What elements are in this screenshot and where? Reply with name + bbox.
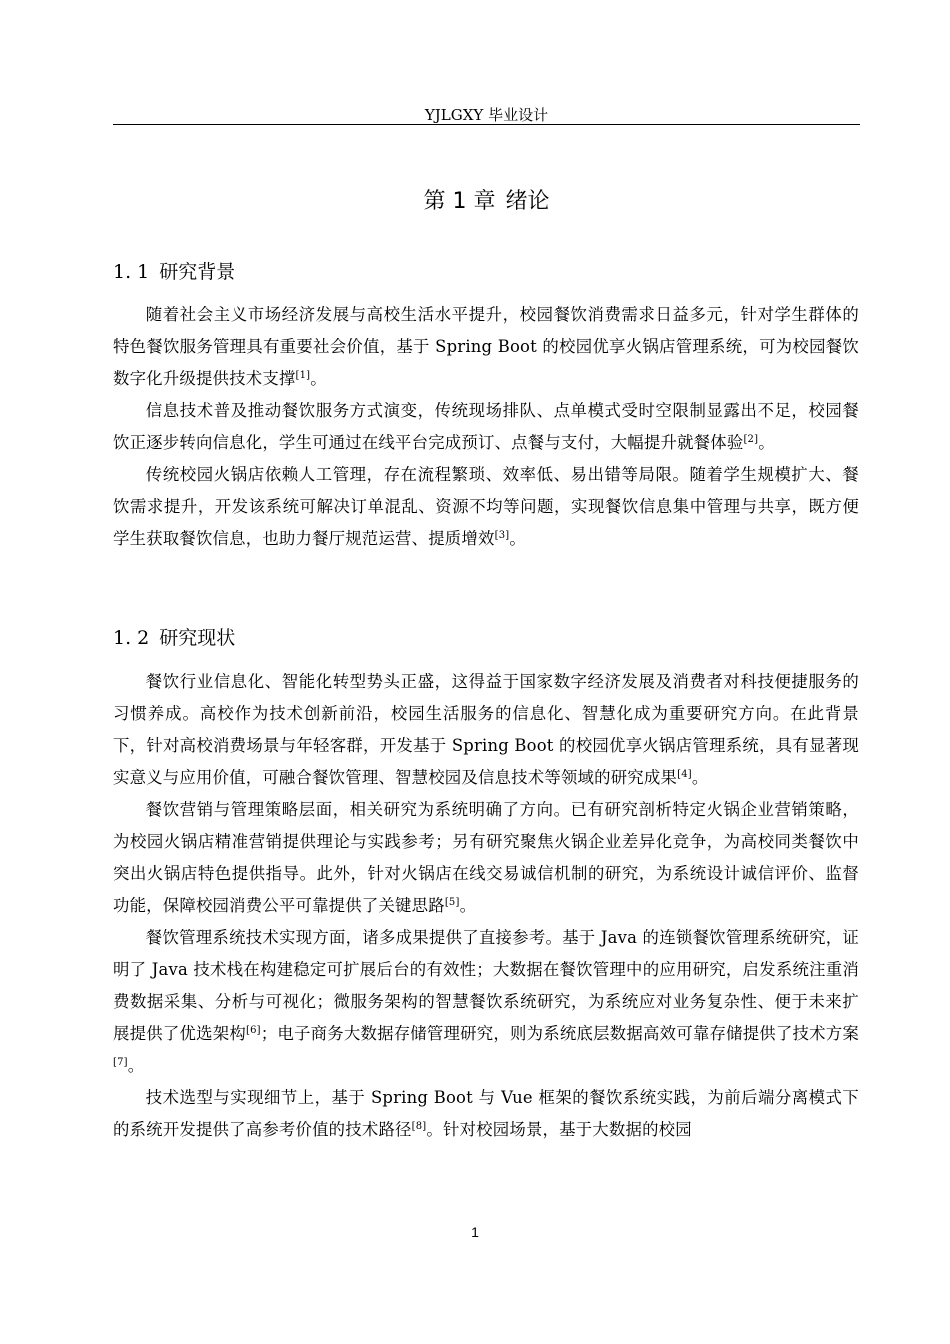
citation-marker: [8] (411, 1121, 427, 1132)
paragraph-text: 随着社会主义市场经济发展与高校生活水平提升，校园餐饮消费需求日益多元，针对学生群体的特色餐饮服务管理具有重要社会价值，基于 Spring Boot 的校园优享火锅店管理系统，可为校园餐饮数字化升级提供技术支撑 (113, 305, 859, 388)
chapter-number: 第 1 章 (423, 189, 496, 214)
citation-marker: [7] (113, 1057, 128, 1068)
paragraph-tail: 。 (459, 896, 477, 915)
paragraph-text: 餐饮营销与管理策略层面，相关研究为系统明确了方向。已有研究剖析特定火锅企业营销策略，为校园火锅店精准营销提供理论与实践参考；另有研究聚焦火锅企业差异化竞争，为高校同类餐饮中突出火锅店特色提供指导。此外，针对火锅店在线交易诚信机制的研究，为系统设计诚信评价、监督功能，保障校园消费公平可靠提供了关键思路 (113, 800, 859, 915)
paragraph (113, 299, 859, 395)
paragraph-text: 传统校园火锅店依赖人工管理，存在流程繁琐、效率低、易出错等局限。随着学生规模扩大、餐饮需求提升，开发该系统可解决订单混乱、资源不均等问题，实现餐饮信息集中管理与共享，既方便学生获取餐饮信息，也助力餐厅规范运营、提质增效 (113, 465, 859, 548)
chapter-title (113, 186, 860, 218)
paragraph-tail: 。针对校园场景，基于大数据的校园 (426, 1120, 692, 1139)
section-title: 研究现状 (159, 627, 236, 649)
section-number: 1. 1 (113, 261, 150, 283)
paragraph-text: 信息技术普及推动餐饮服务方式演变，传统现场排队、点单模式受时空限制显露出不足，校园餐饮正逐步转向信息化，学生可通过在线平台完成预订、点餐与支付，大幅提升就餐体验 (113, 401, 859, 452)
paragraph-tail: 。 (127, 1056, 145, 1075)
citation-marker: [6] (245, 1025, 261, 1036)
paragraph-tail: 。 (758, 433, 775, 452)
section-body-1-1 (113, 299, 859, 555)
paragraph-tail: 。 (509, 529, 526, 548)
paragraph (113, 666, 859, 794)
paragraph-tail: 。 (310, 369, 327, 388)
page-number: 1 (471, 1224, 479, 1240)
citation-marker: [3] (494, 530, 510, 541)
citation-marker: [5] (444, 897, 460, 908)
citation-marker: [1] (295, 370, 311, 381)
citation-marker: [4] (677, 769, 692, 780)
paragraph (113, 459, 859, 555)
paragraph (113, 794, 859, 922)
header-rule (113, 124, 860, 125)
section-number: 1. 2 (113, 627, 150, 649)
section-body-1-2 (113, 666, 859, 1146)
page-header: YJLGXY 毕业设计 (424, 106, 549, 124)
chapter-title-text: 绪论 (505, 189, 550, 214)
paragraph-tail: ；电子商务大数据存储管理研究，则为系统底层数据高效可靠存储提供了技术方案 (260, 1024, 859, 1043)
citation-marker: [2] (743, 434, 759, 445)
paragraph-text: 技术选型与实现细节上，基于 Spring Boot 与 Vue 框架的餐饮系统实践，为前后端分离模式下的系统开发提供了高参考价值的技术路径 (113, 1088, 859, 1139)
paragraph-text: 餐饮管理系统技术实现方面，诸多成果提供了直接参考。基于 Java 的连锁餐饮管理系统研究，证明了 Java 技术栈在构建稳定可扩展后台的有效性；大数据在餐饮管理中的应用研究，启发系统注重消费数据采集、分析与可视化；微服务架构的智慧餐饮系统研究，为系统应对业务复杂性、便于未来扩展提供了优选架构 (113, 928, 859, 1043)
section-heading-1-1 (113, 258, 860, 286)
section-heading-1-2 (113, 624, 860, 652)
paragraph (113, 1082, 859, 1146)
paragraph-text: 餐饮行业信息化、智能化转型势头正盛，这得益于国家数字经济发展及消费者对科技便捷服务的习惯养成。高校作为技术创新前沿，校园生活服务的信息化、智慧化成为重要研究方向。在此背景下，针对高校消费场景与年轻客群，开发基于 Spring Boot 的校园优享火锅店管理系统，具有显著现实意义与应用价值，可融合餐饮管理、智慧校园及信息技术等领域的研究成果 (113, 672, 859, 787)
section-title: 研究背景 (159, 261, 236, 283)
paragraph (113, 395, 859, 459)
paragraph-tail: 。 (691, 768, 709, 787)
paragraph (113, 922, 859, 1082)
